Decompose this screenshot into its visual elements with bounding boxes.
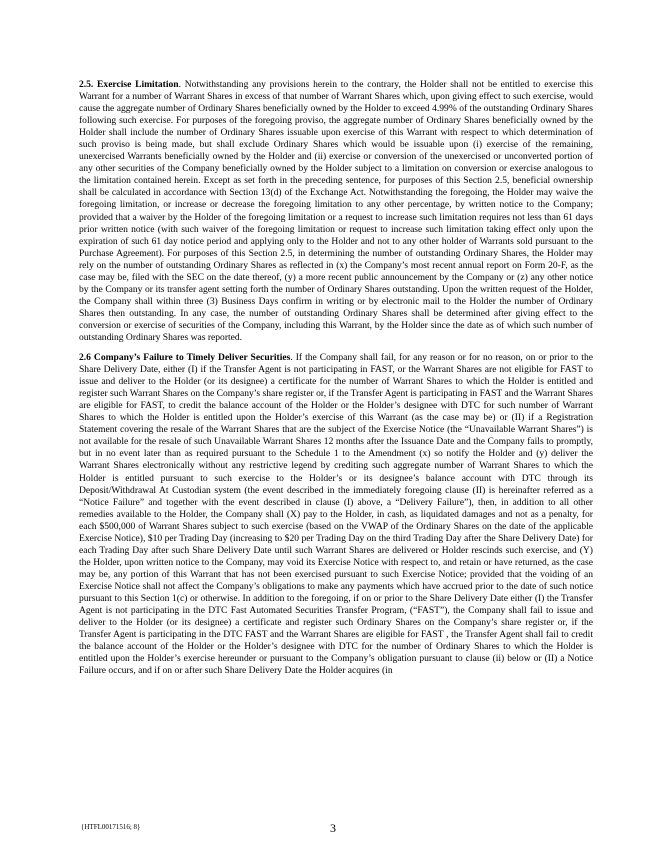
body-text <box>79 79 593 685</box>
page-number: 3 <box>330 821 336 835</box>
section-2-6-paragraph <box>79 352 593 677</box>
section-2-5-paragraph <box>79 79 593 344</box>
section-2-6-heading: 2.6 Company’s Failure to Timely Deliver Securities <box>79 352 291 364</box>
section-2-5-heading: 2.5. Exercise Limitation <box>79 79 179 90</box>
footer-document-code: {HTFL00171516; 8} <box>81 823 141 831</box>
section-2-6-body: . If the Company shall fail, for any reason or for no reason, on or prior to the Share Delivery Date, either (I) if the Transfer Agent is not participating in FAST, or the Warrant Shares are not eligible for FAST to issue and deliver to the Holder (or its designee) a certificate for the number of Warrant Shares to which the Holder is entitled and register such Warrant Shares on the Company’s share register or, if the Transfer Agent is participating in FAST and the Warrant Shares are eligible for FAST, to credit the balance account of the Holder or the Holder’s designee with DTC for such number of Warrant Shares to which the Holder is entitled upon the Holder’s exercise of this Warrant (as the case may be) or (II) if a Registration Statement covering the resale of the Warrant Shares that are the subject of the Exercise Notice (the “Unavailable Warrant Shares”) is not available for the resale of such Unavailable Warrant Shares 12 months after the Issuance Date and the Company fails to promptly, but in no event later than as required pursuant to the Schedule 1 to the Amendment (x) so notify the Holder and (y) deliver the Warrant Shares electronically without any restrictive legend by crediting such aggregate number of Warrant Shares to which the Holder is entitled pursuant to such exercise to the Holder’s or its designee’s balance account with DTC through its Deposit/Withdrawal At Custodian system (the event described in the immediately foregoing clause (II) is hereinafter referred as a “Notice Failure” and together with the event described in clause (I) above, a “Delivery Failure”), then, in addition to all other remedies available to the Holder, the Company shall (X) pay to the Holder, in cash, as liquidated damages and not as a penalty, for each $500,000 of Warrant Shares subject to such exercise (based on the VWAP of the Ordinary Shares on the date of the applicable Exercise Notice), $10 per Trading Day (increasing to $20 per Trading Day on the third Trading Day after the Share Delivery Date) for each Trading Day after such Share Delivery Date until such Warrant Shares are delivered or Holder rescinds such exercise, and (Y) the Holder, upon written notice to the Company, may void its Exercise Notice with respect to, and retain or have returned, as the case may be, any portion of this Warrant that has not been exercised pursuant to such Exercise Notice; provided that the voiding of an Exercise Notice shall not affect the Company’s obligations to make any payments which have accrued prior to the date of such notice pursuant to this Section 1(c) or otherwise. In addition to the foregoing, if on or prior to the Share Delivery Date either (I) the Transfer Agent is not participating in the DTC Fast Automated Securities Transfer Program, (“FAST”), the Company shall fail to issue and deliver to the Holder (or its designee) a certificate and register such Ordinary Shares on the Company’s share register or, if the Transfer Agent is participating in the DTC FAST and the Warrant Shares are eligible for FAST , the Transfer Agent shall fail to credit the balance account of the Holder or the Holder’s designee with DTC for the number of Ordinary Shares to which the Holder is entitled upon the Holder’s exercise hereunder or pursuant to the Company’s obligation pursuant to clause (ii) below or (II) a Notice Failure occurs, and if on or after such Share Delivery Date the Holder acquires (in <box>79 352 593 677</box>
section-2-5-body: . Notwithstanding any provisions herein to the contrary, the Holder shall not be entitled to exercise this Warrant for a number of Warrant Shares in excess of that number of Warrant Shares which, upon giving effect to such exercise, would cause the aggregate number of Ordinary Shares beneficially owned by the Holder to exceed 4.99% of the outstanding Ordinary Shares following such exercise. For purposes of the foregoing proviso, the aggregate number of Ordinary Shares beneficially owned by the Holder shall include the number of Ordinary Shares issuable upon exercise of this Warrant with respect to which determination of such proviso is being made, but shall exclude Ordinary Shares which would be issuable upon (i) exercise of the remaining, unexercised Warrants beneficially owned by the Holder and (ii) exercise or conversion of the unexercised or unconverted portion of any other securities of the Company beneficially owned by the Holder subject to a limitation on conversion or exercise analogous to the limitation contained herein. Except as set forth in the preceding sentence, for purposes of this Section 2.5, beneficial ownership shall be calculated in accordance with Section 13(d) of the Exchange Act. Notwithstanding the foregoing, the Holder may waive the foregoing limitation, or increase or decrease the foregoing limitation to any other percentage, by written notice to the Company; provided that a waiver by the Holder of the foregoing limitation or a request to increase such limitation requires not less than 61 days prior written notice (with such waiver of the foregoing limitation or request to increase such limitation taking effect only upon the expiration of such 61 day notice period and applying only to the Holder and not to any other holder of Warrants sold pursuant to the Purchase Agreement). For purposes of this Section 2.5, in determining the number of outstanding Ordinary Shares, the Holder may rely on the number of outstanding Ordinary Shares as reflected in (x) the Company’s most recent annual report on Form 20-F, as the case may be, filed with the SEC on the date thereof, (y) a more recent public announcement by the Company or (z) any other notice by the Company or its transfer agent setting forth the number of Ordinary Shares outstanding. Upon the written request of the Holder, the Company shall within three (3) Business Days confirm in writing or by electronic mail to the Holder the number of Ordinary Shares then outstanding. In any case, the number of outstanding Ordinary Shares shall be determined after giving effect to the conversion or exercise of securities of the Company, including this Warrant, by the Holder since the date as of which such number of outstanding Ordinary Shares was reported. <box>79 79 593 343</box>
